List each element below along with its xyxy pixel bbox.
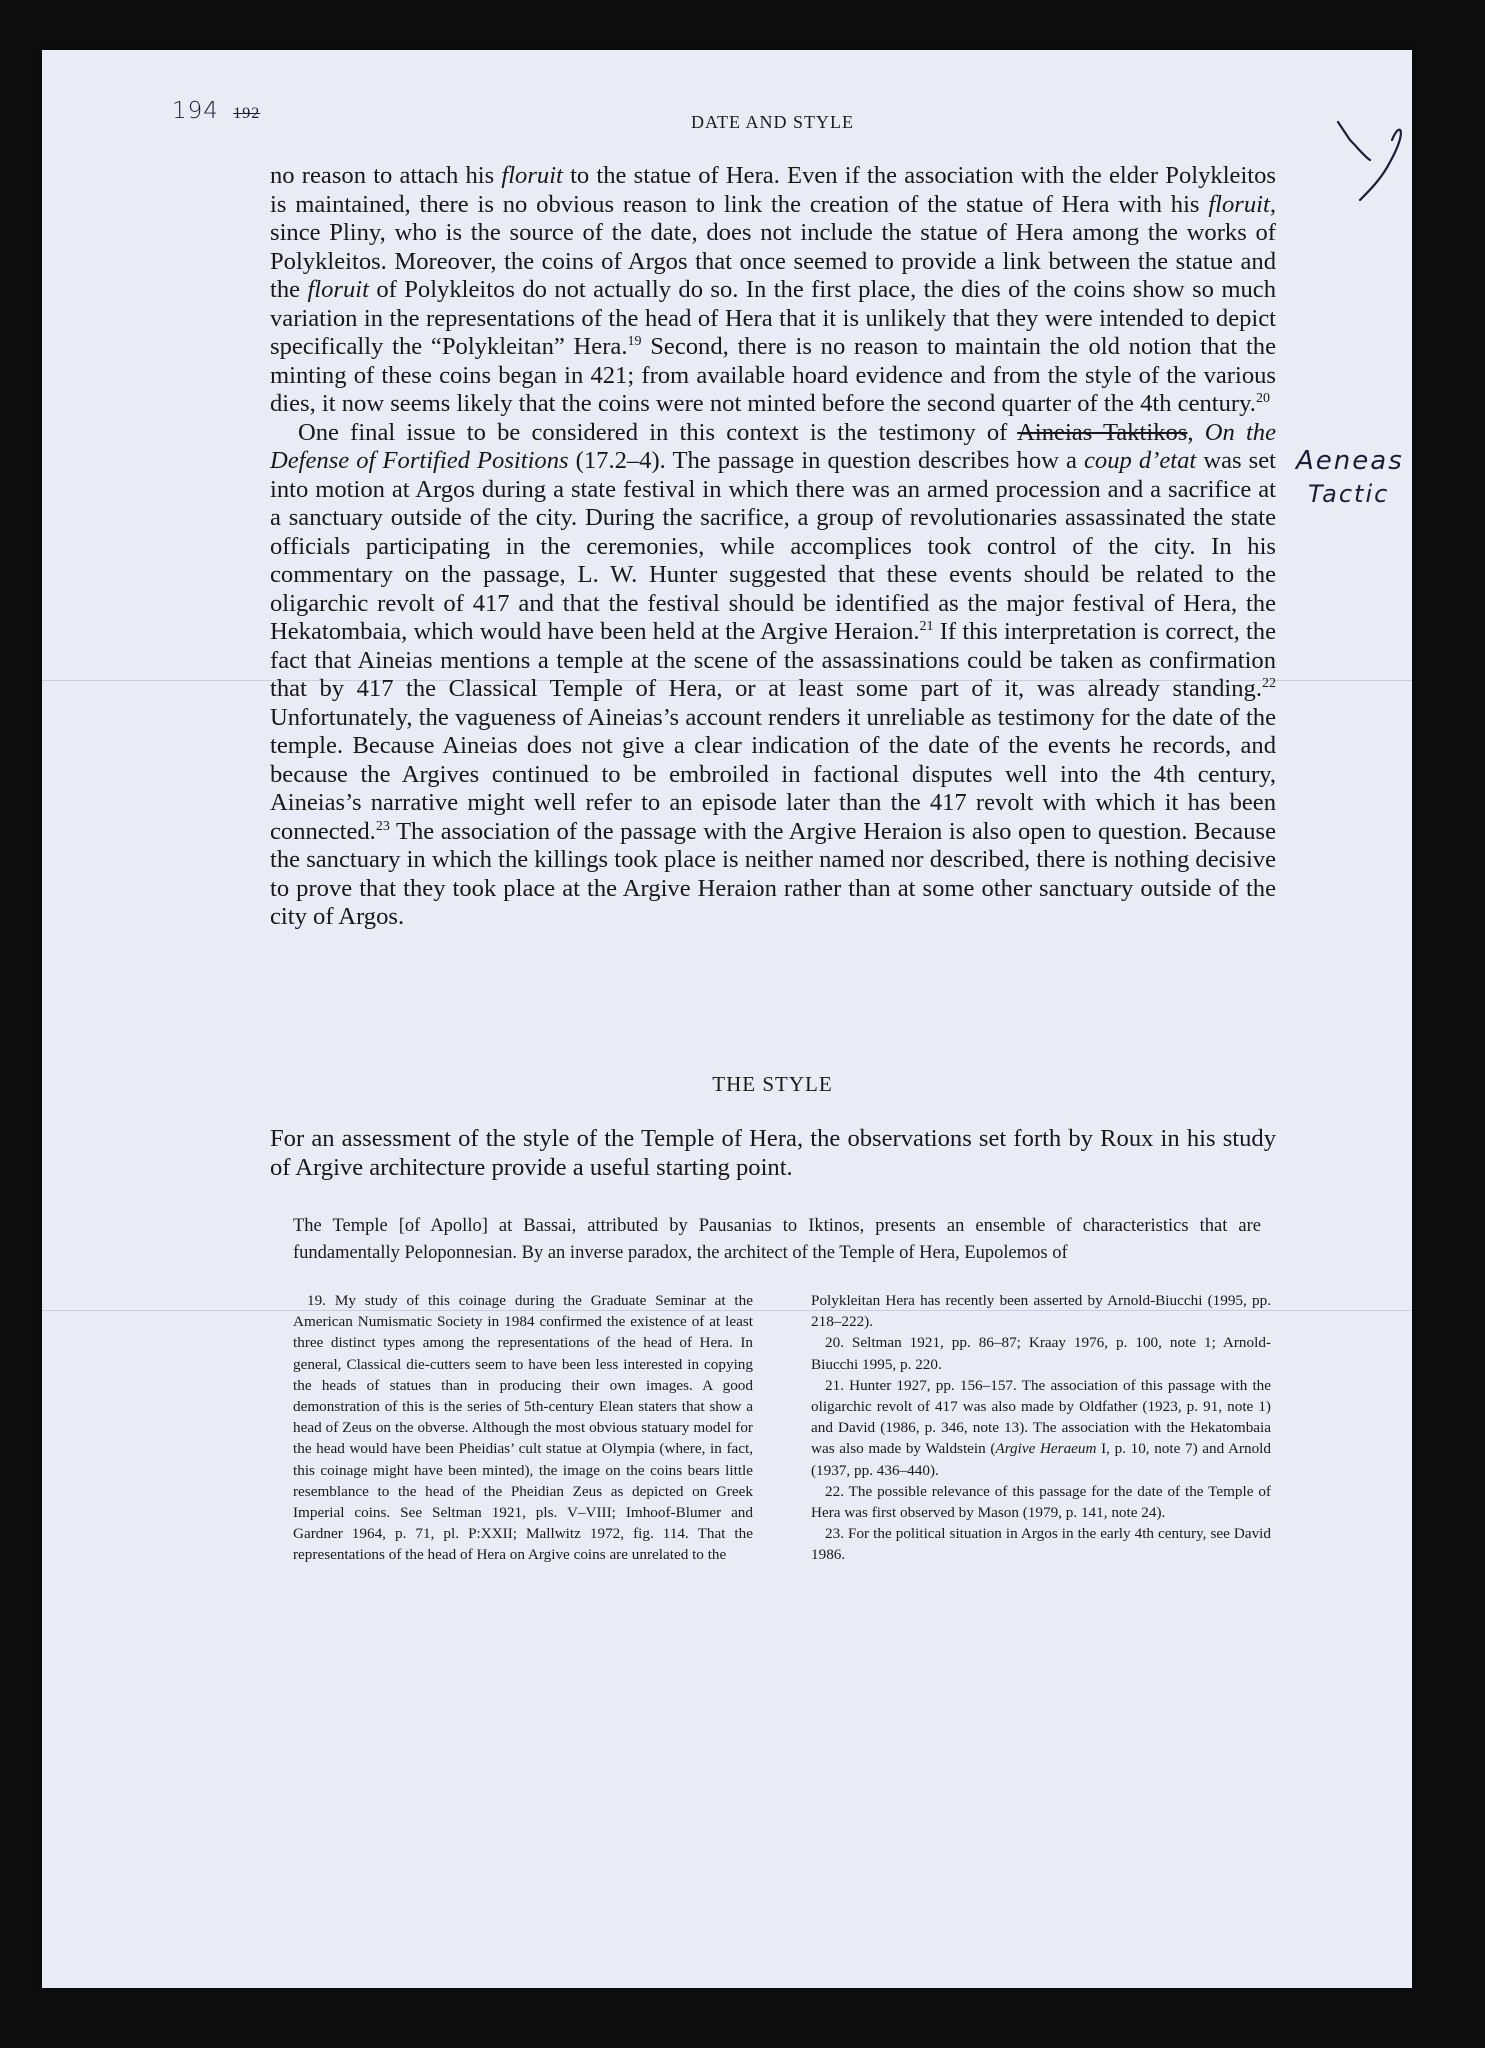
struck-old-page-number: 192 [233,105,261,122]
handwritten-page-number [172,98,260,124]
margin-note-aeneas: Aeneas [1296,446,1404,476]
footnote-21: 21. Hunter 1927, pp. 156–157. The association of this passage with the oligarchic revolt of 417 was also made by Oldfather (1923, p. 91, note 1) and David (1986, p. 346, note 13). The association with the Hekatombaia was also made by Waldstein (Argive Heraeum I, p. 10, note 7) and Arnold (1937, pp. 436–440). [811,1376,1271,1479]
paragraph-aineias: One final issue to be considered in this context is the testimony of Aineias Taktikos, On the Defense of Fortified Positions (17.2–4). The passage in question describes how a coup d’etat was set into motion at Argos during a state festival in which there was an armed procession and a sacrifice at a sanctuary outside of the city. During the sacrifice, a group of revolutionaries assassinated the state officials participating in the ceremonies, while accomplices took control of the city. In his commentary on the passage, L. W. Hunter suggested that these events should be related to the oligarchic revolt of 417 and that the festival should be identified as the major festival of Hera, the Hekatombaia, which would have been held at the Argive Heraion.$^{21}$ If this interpretation is correct, the fact that Aineias mentions a temple at the scene of the assassinations could be taken as confirmation that by 417 the Classical Temple of Hera, or at least some part of it, was already standing.$^{22}$ Unfortunately, the vagueness of Aineias’s account renders it unreliable as testimony for the date of the temple. Because Aineias does not give a clear indication of the date of the events he records, and because the Argives continued to be embroiled in factional disputes well into the 4th century, Aineias’s narrative might well refer to an episode later than the 417 revolt with which it has been connected.$^{23}$ The association of the passage with the Argive Heraion is also open to question. Because the sanctuary in which the killings took place is neither named nor described, there is nothing decisive to prove that they took place at the Argive Heraion rather than at some other sanctuary outside of the city of Argos. [270,418,1277,930]
footnote-19: 19. My study of this coinage during the Graduate Seminar at the American Numismatic Society in 1984 confirmed the existence of at least three distinct types among the representations of the head of Hera. In general, Classical die-cutters seem to have been less interested in copying the heads of statues than in producing their own images. A good demonstration of this is the series of 5th-century Elean staters that show a head of Zeus on the obverse. Although the most obvious statuary model for the head would have been Pheidias’ cult statue at Olympia (where, in fact, this coinage might have been minted), the image on the coins bears little resemblance to the head of the Pheidian Zeus as depicted on Greek Imperial coins. See Seltman 1921, pls. V–VIII; Imhoof-Blumer and Gardner 1964, p. 71, pl. P:XXII; Mallwitz 1972, fig. 114. That the representations of the head of Hera on Argive coins are unrelated to the [293,1292,753,1564]
handwritten-check-icon [1330,110,1410,205]
footnote-20: 20. Seltman 1921, pp. 86–87; Kraay 1976, p. 100, note 1; Arnold-Biucchi 1995, p. 220. [811,1334,1271,1373]
new-page-number: 194 [172,98,219,124]
footnote-ref-22: 22 [1262,676,1276,691]
footnotes-left-column [293,1290,753,1566]
block-quote: The Temple [of Apollo] at Bassai, attributed by Pausanias to Iktinos, presents an ensemble of characteristics that are fundamentally Peloponnesian. By an inverse paradox, the architect of the Temple of Hera, Eupolemos of [293,1216,1261,1263]
footnote-22: 22. The possible relevance of this passage for the date of the Temple of Hera was first observed by Mason (1979, p. 141, note 24). [811,1482,1271,1522]
footnotes [293,1290,1271,1566]
struck-text: Aineias Taktikos [1017,418,1188,446]
footnote-ref-19: 19 [627,334,642,349]
paragraph-floruit: no reason to attach his floruit to the statue of Hera. Even if the association with the elder Polykleitos is maintained, there is no obvious reason to link the creation of the statue of Hera with his floruit, since Pliny, who is the source of the date, does not include the statue of Hera among the works of Polykleitos. Moreover, the coins of Argos that once seemed to provide a link between the statue and the floruit of Polykleitos do not actually do so. In the first place, the dies of the coins show so much variation in the representations of the head of Hera that it is unlikely that they were intended to depict specifically the “Polykleitan” Hera.$^{19}$ Second, there is no reason to maintain the old notion that the minting of these coins began in 421; from available hoard evidence and from the style of the various dies, it now seems likely that the coins were not minted before the second quarter of the 4th century.$^{20}$ [270,162,1276,417]
footnote-19-continued: Polykleitan Hera has recently been asserted by Arnold-Biucchi (1995, pp. 218–222). [811,1292,1271,1331]
footnote-ref-20: 20 [1255,391,1270,406]
footnote-23: 23. For the political situation in Argos in the early 4th century, see David 1986. [811,1525,1271,1564]
footnote-ref-23: 23 [375,818,390,834]
footnotes-right-column [811,1290,1271,1566]
footnote-ref-21: 21 [919,619,934,634]
main-text [270,162,1276,932]
margin-note-tactic: Tactic [1308,480,1390,508]
section-intro: For an assessment of the style of the Temple of Hera, the observations set forth by Roux in his study of Argive architecture provide a useful starting point. [270,1125,1276,1181]
running-head: DATE AND STYLE [691,112,854,132]
section-heading: THE STYLE [712,1072,833,1096]
